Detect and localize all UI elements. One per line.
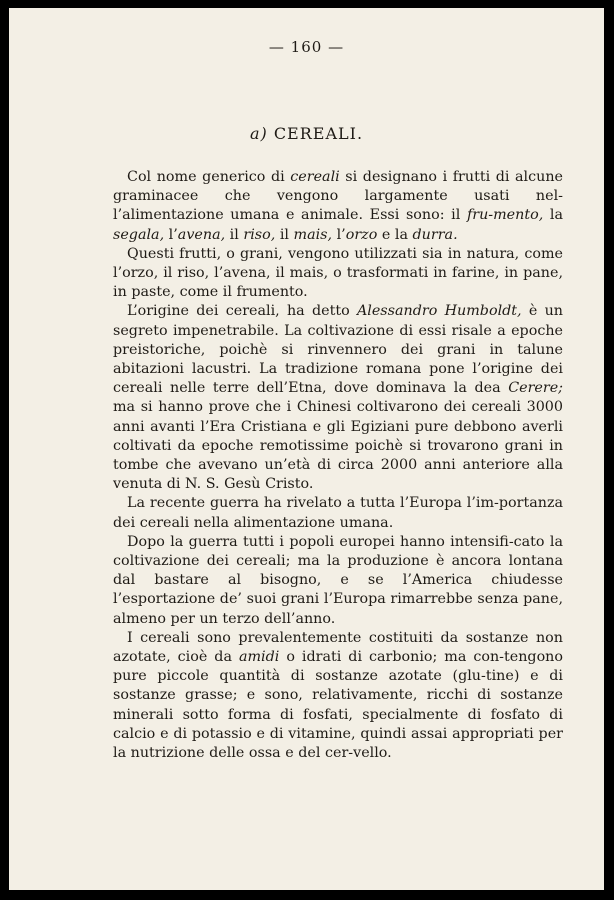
section-title: CEREALI. — [273, 124, 364, 143]
italic-run: mais, — [293, 226, 333, 243]
text-run: o idrati di carbonio; ma con-tengono pure piccole quantità di sostanze azotate (glu-tine) e di sostanze grasse; e sono, relativamente, ricchi di sostanze minerali sotto forma di fosfati, specialmente di fosfato di calcio e di potassio e di vitamine, quindi assai appropriati per la nutrizione delle ossa e del cer-vello. — [113, 649, 563, 762]
text-run: I cereali sono prevalentemente costituiti da sostanze non azotate, cioè da — [113, 629, 563, 666]
text-run: L’origine dei cereali, ha detto — [127, 303, 357, 320]
text-run: è un segreto impenetrabile. La coltivazione di essi risale a epoche preistoriche, poichè si rinvennero dei grani in talune abitazioni lacustri. La tradizione romana pone l’origine dei cereali nelle terre dell’Etna, dove dominava la dea — [113, 303, 563, 397]
text-run: si designano i frutti di alcune graminacee che vengono largamente usati nel-l’alimentazione umana e animale. Essi sono: il — [113, 169, 563, 224]
text-run: il — [275, 226, 294, 243]
section-heading — [9, 124, 604, 143]
text-run: Questi frutti, o grani, vengono utilizzati sia in natura, come l’orzo, il riso, l’avena, il mais, o trasformati in farine, in pane, in paste, come il frumento. — [113, 245, 563, 301]
text-run: ma si hanno prove che i Chinesi coltivarono dei cereali 3000 anni avanti l’Era Cristiana e gli Egiziani pure debbono averli coltivati da epoche remotissime poichè si trovarono grani in tombe che avevano un’età di circa 2000 anni anteriore alla venuta di N. S. Gesù Cristo. — [113, 399, 563, 493]
body-text — [113, 168, 563, 763]
paragraph — [113, 494, 563, 532]
paragraph — [113, 629, 563, 763]
paragraph — [113, 168, 563, 245]
italic-run: durra. — [412, 226, 458, 243]
text-run: l’ — [332, 226, 346, 243]
text-run: e la — [377, 226, 413, 243]
section-marker: a) — [249, 124, 268, 143]
italic-run: avena, — [177, 226, 226, 243]
text-run: Col nome generico di — [127, 169, 291, 185]
italic-run: Cerere; — [508, 380, 563, 397]
italic-run: fru-mento, — [466, 207, 544, 224]
text-run: il — [225, 226, 244, 243]
italic-run: cereali — [290, 169, 340, 185]
paragraph — [113, 533, 563, 629]
text-run: La recente guerra ha rivelato a tutta l’Europa l’im-portanza dei cereali nella alimentazione umana. — [113, 495, 563, 531]
text-run: l’ — [164, 226, 178, 243]
book-page — [9, 8, 604, 890]
italic-run: orzo — [345, 226, 378, 243]
italic-run: Alessandro Humboldt, — [356, 303, 522, 320]
page-number: — 160 — — [268, 38, 345, 56]
italic-run: riso, — [243, 226, 276, 243]
italic-run: amidi — [238, 649, 280, 666]
paragraph — [113, 245, 563, 303]
text-run: la — [543, 207, 563, 224]
paragraph — [113, 302, 563, 494]
italic-run: segala, — [113, 226, 165, 243]
text-run: Dopo la guerra tutti i popoli europei hanno intensifi-cato la coltivazione dei cereali; ma la produzione è ancora lontana dal bastare al bisogno, e se l’America chiudesse l’esportazione de’ suoi grani l’Europa rimarrebbe senza pane, almeno per un terzo dell’anno. — [113, 533, 563, 627]
